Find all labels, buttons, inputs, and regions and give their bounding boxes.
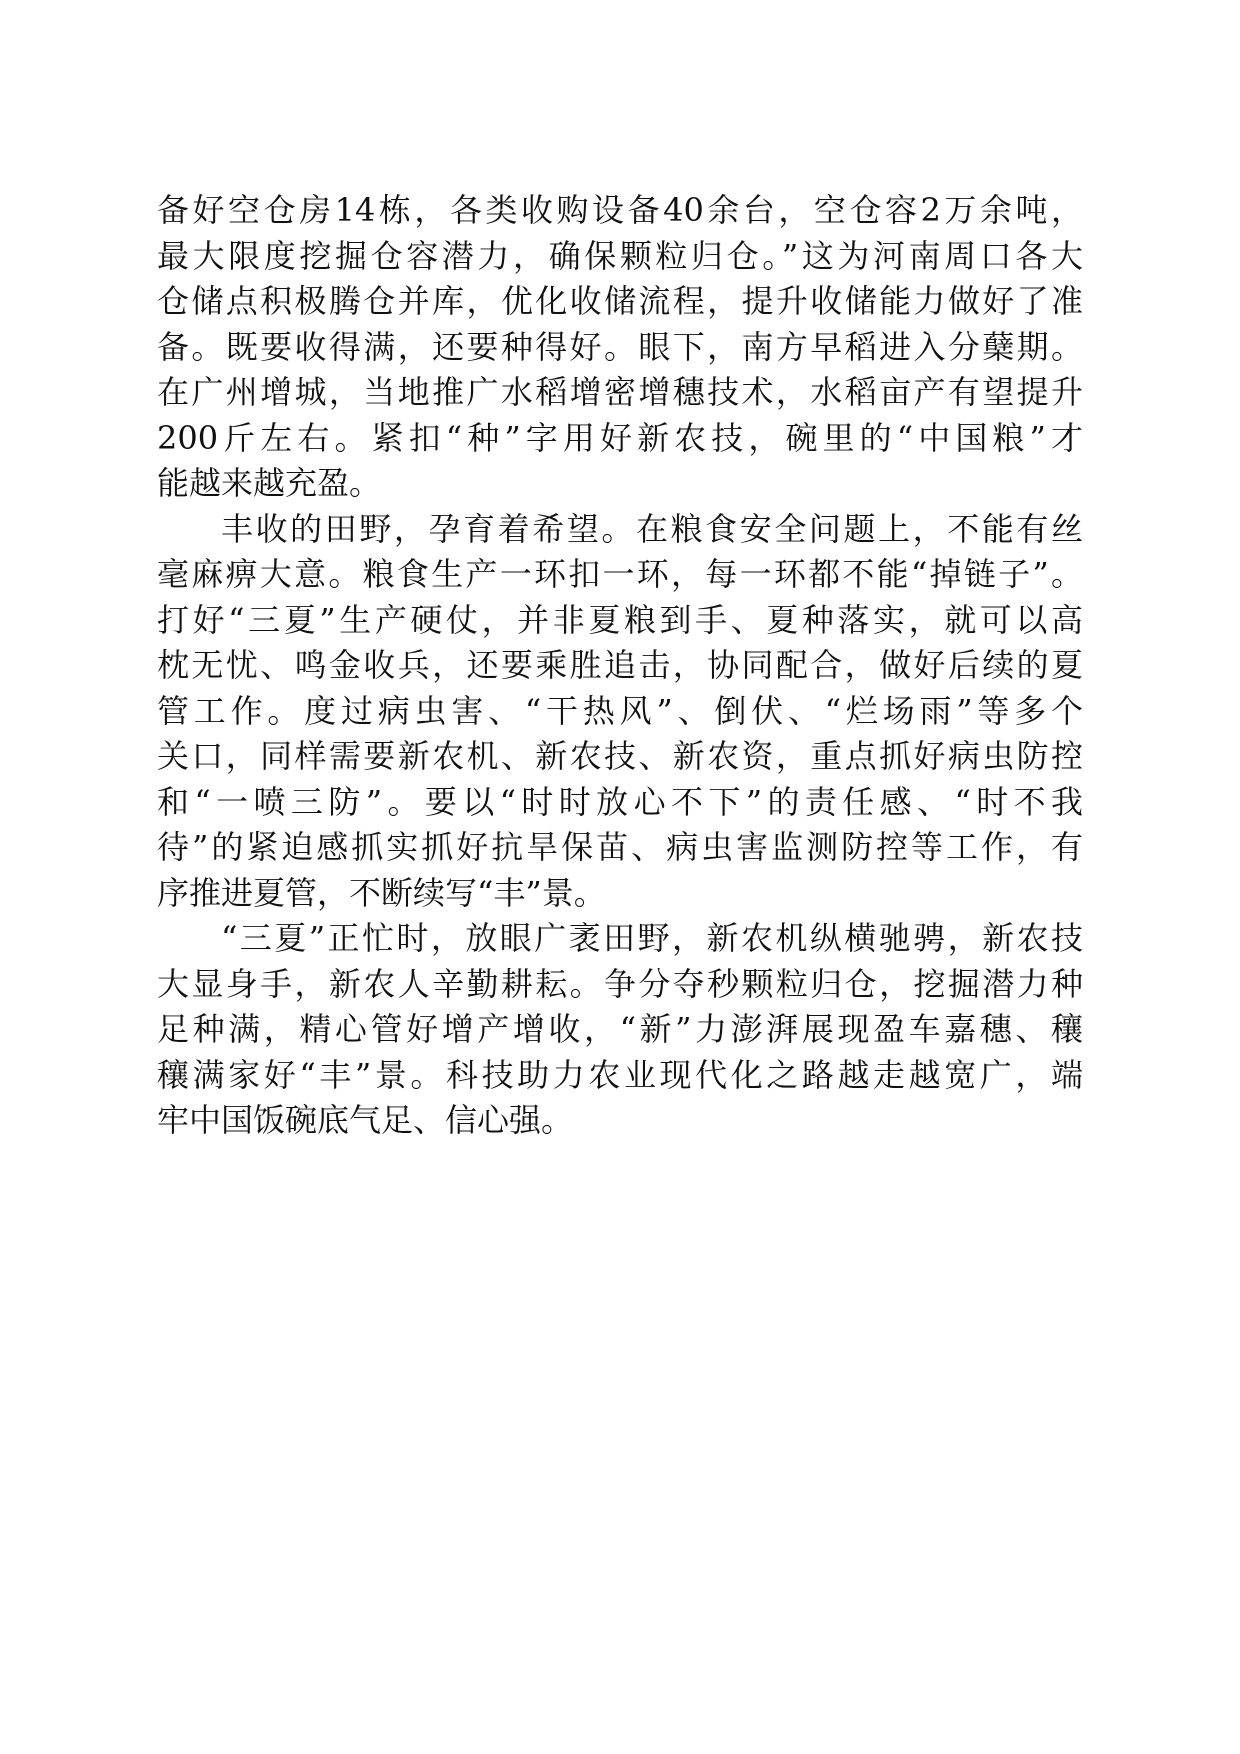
text-line: 备好空仓房14栋，各类收购设备40余台，空仓容2万余吨， (157, 191, 1083, 229)
text-line: 管工作。度过病虫害、“干热风”、倒伏、“烂场雨”等多个 (157, 691, 1083, 730)
text-line: 毫麻痹大意。粮食生产一环扣一环，每一环都不能“掉链子”。 (157, 555, 1083, 593)
text-line: 能越来越充盈。 (157, 464, 382, 502)
body-text (157, 188, 1083, 1144)
text-line: 穰满家好“丰”景。科技助力农业现代化之路越走越宽广，端 (157, 1055, 1083, 1094)
text-line: 牢中国饭碗底气足、信心强。 (157, 1101, 574, 1139)
text-line: 备。既要收得满，还要种得好。眼下，南方早稻进入分蘖期。 (157, 327, 1083, 366)
text-line: 待”的紧迫感抓实抓好抗旱保苗、病虫害监测防控等工作，有 (157, 828, 1083, 866)
paragraph-2 (157, 507, 1083, 917)
text-line: 打好“三夏”生产硬仗，并非夏粮到手、夏种落实，就可以高 (157, 600, 1083, 639)
text-line: 在广州增城，当地推广水稻增密增穗技术，水稻亩产有望提升 (157, 373, 1083, 411)
text-line: 序推进夏管，不断续写“丰”景。 (157, 873, 606, 912)
text-line: 丰收的田野，孕育着希望。在粮食安全问题上，不能有丝 (221, 509, 1083, 548)
paragraph-1 (157, 188, 1083, 507)
text-line: 关口，同样需要新农机、新农技、新农资，重点抓好病虫防控 (157, 737, 1083, 775)
text-line: 枕无忧、鸣金收兵，还要乘胜追击，协同配合，做好后续的夏 (157, 646, 1083, 684)
text-line: 200斤左右。紧扣“种”字用好新农技，碗里的“中国粮”才 (157, 418, 1083, 457)
text-line: 大显身手，新农人辛勤耕耘。争分夺秒颗粒归仓，挖掘潜力种 (157, 964, 1083, 1003)
text-line: “三夏”正忙时，放眼广袤田野，新农机纵横驰骋，新农技 (221, 919, 1083, 957)
text-line: 和“一喷三防”。要以“时时放心不下”的责任感、“时不我 (157, 782, 1083, 821)
paragraph-3 (157, 916, 1083, 1144)
text-line: 足种满，精心管好增产增收，“新”力澎湃展现盈车嘉穗、穰 (157, 1010, 1083, 1048)
text-line: 最大限度挖掘仓容潜力，确保颗粒归仓。”这为河南周口各大 (157, 236, 1083, 275)
text-line: 仓储点积极腾仓并库，优化收储流程，提升收储能力做好了准 (157, 282, 1083, 320)
